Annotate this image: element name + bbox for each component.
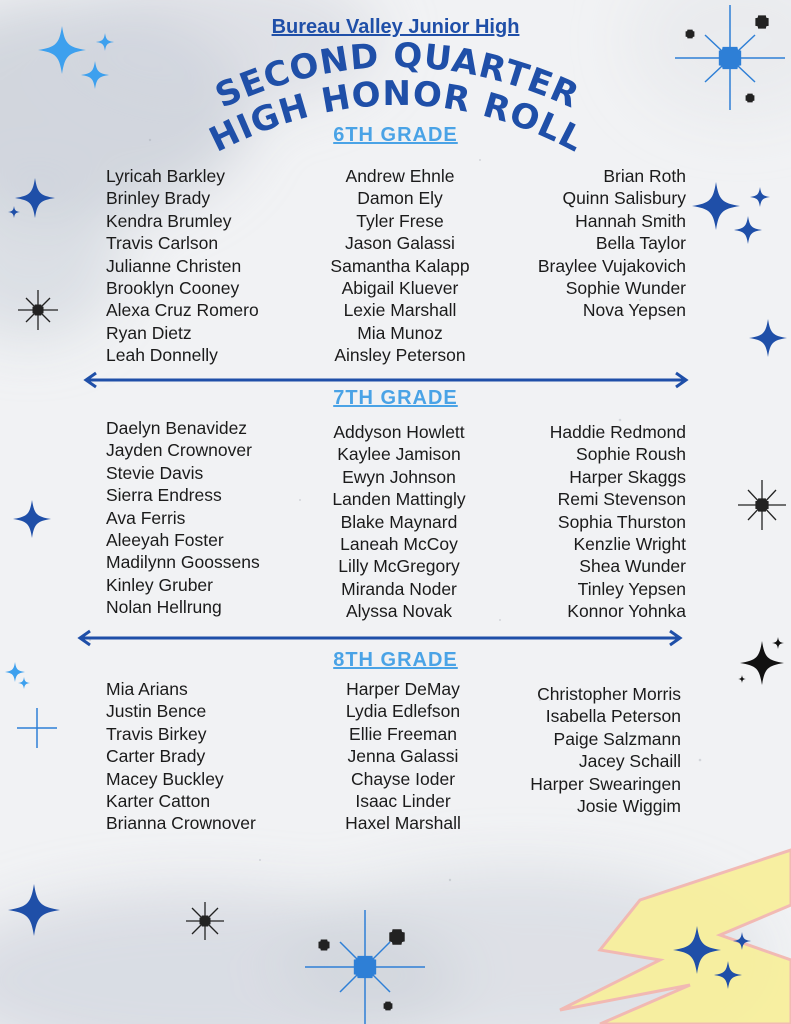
- student-name: Jacey Schaill: [578, 751, 681, 772]
- school-name: Bureau Valley Junior High: [271, 16, 520, 38]
- student-name: Sophie Wunder: [565, 278, 686, 299]
- student-name: Lydia Edlefson: [345, 701, 461, 722]
- grade-8-column-2: [303, 678, 503, 835]
- student-name: Lyricah Barkley: [106, 166, 225, 186]
- student-name: Madilynn Goossens: [106, 552, 260, 573]
- student-name: Shea Wunder: [579, 556, 686, 577]
- student-name: Kaylee Jamison: [337, 444, 461, 465]
- student-name: Landen Mattingly: [332, 489, 466, 510]
- student-name: Damon Ely: [357, 188, 443, 209]
- student-name: Blake Maynard: [340, 511, 458, 532]
- student-name: Jayden Crownover: [106, 440, 252, 461]
- student-name: Ellie Freeman: [349, 723, 457, 744]
- student-name: Brianna Crownover: [106, 813, 256, 834]
- student-name: Karter Catton: [106, 791, 211, 812]
- student-name: Alexa Cruz Romero: [106, 300, 259, 321]
- student-name: Harper Swearingen: [530, 773, 681, 794]
- student-name: Ewyn Johnson: [342, 466, 456, 487]
- student-name: Harper DeMay: [346, 679, 460, 699]
- student-name: Travis Birkey: [106, 723, 207, 744]
- grade-8-column-3: [481, 683, 681, 817]
- student-name: Julianne Christen: [106, 255, 242, 276]
- student-name: Ava Ferris: [106, 507, 186, 528]
- student-name: Carter Brady: [106, 746, 206, 767]
- student-name: Brinley Brady: [106, 188, 211, 209]
- student-name: Alyssa Novak: [345, 601, 452, 622]
- grade-7-heading: 7TH GRADE: [333, 387, 458, 409]
- title-line-1: SECOND QUARTER: [209, 35, 586, 117]
- student-name: Haddie Redmond: [549, 422, 686, 442]
- student-name: Lilly McGregory: [338, 556, 460, 577]
- student-name: Jenna Galassi: [347, 746, 459, 767]
- student-name: Sophie Roush: [576, 444, 686, 465]
- student-name: Tyler Frese: [356, 210, 444, 231]
- student-name: Lexie Marshall: [343, 300, 457, 321]
- student-name: Samantha Kalapp: [330, 255, 470, 276]
- student-name: Christopher Morris: [537, 684, 681, 704]
- student-name: Justin Bence: [106, 701, 207, 722]
- student-name: Braylee Vujakovich: [537, 255, 686, 276]
- student-name: Kinley Gruber: [106, 574, 213, 595]
- student-name: Chayse Ioder: [350, 768, 456, 789]
- grade-6-column-1: [106, 165, 259, 367]
- student-name: Josie Wiggim: [576, 796, 681, 817]
- student-name: Brian Roth: [603, 166, 686, 186]
- student-name: Kenzlie Wright: [573, 534, 686, 555]
- grade-6-column-3: [486, 165, 686, 322]
- student-name: Ainsley Peterson: [334, 345, 466, 366]
- student-name: Daelyn Benavidez: [106, 418, 248, 438]
- student-name: Brooklyn Cooney: [106, 278, 240, 299]
- grade-6-heading: 6TH GRADE: [333, 124, 458, 146]
- student-name: Tinley Yepsen: [577, 578, 686, 599]
- student-name: Andrew Ehnle: [345, 166, 455, 186]
- grade-7-column-3: [486, 421, 686, 623]
- student-name: Nova Yepsen: [582, 300, 686, 321]
- student-name: Nolan Hellrung: [106, 597, 222, 618]
- student-name: Stevie Davis: [106, 462, 204, 483]
- grade-7-column-2: [299, 421, 499, 623]
- student-name: Isabella Peterson: [545, 706, 681, 727]
- grade-7-column-1: [106, 417, 260, 619]
- student-name: Mia Arians: [106, 679, 188, 699]
- student-name: Mia Munoz: [357, 322, 443, 343]
- student-name: Aleeyah Foster: [106, 530, 224, 551]
- student-name: Remi Stevenson: [557, 489, 686, 510]
- student-name: Leah Donnelly: [106, 345, 218, 366]
- student-name: Quinn Salisbury: [562, 188, 686, 209]
- student-name: Paige Salzmann: [553, 728, 681, 749]
- student-name: Harper Skaggs: [569, 466, 686, 487]
- student-name: Sierra Endress: [106, 485, 222, 506]
- student-name: Travis Carlson: [106, 233, 219, 254]
- student-name: Bella Taylor: [595, 233, 686, 254]
- grade-8-heading: 8TH GRADE: [333, 649, 458, 671]
- grade-8-column-1: [106, 678, 256, 835]
- student-name: Macey Buckley: [106, 768, 224, 789]
- student-name: Haxel Marshall: [345, 813, 461, 834]
- student-name: Hannah Smith: [575, 210, 686, 231]
- student-name: Isaac Linder: [355, 791, 451, 812]
- student-name: Kendra Brumley: [106, 210, 232, 231]
- student-name: Miranda Noder: [341, 578, 457, 599]
- student-name: Sophia Thurston: [557, 511, 686, 532]
- grade-6-column-2: [300, 165, 500, 367]
- student-name: Jason Galassi: [345, 233, 455, 254]
- student-name: Laneah McCoy: [340, 534, 458, 555]
- title-line-2: HIGH HONOR ROLL: [203, 73, 591, 161]
- student-name: Abigail Kluever: [341, 278, 459, 299]
- student-name: Konnor Yohnka: [567, 601, 686, 622]
- student-name: Addyson Howlett: [333, 422, 465, 442]
- student-name: Ryan Dietz: [106, 322, 192, 343]
- section-divider-arrow: [76, 628, 684, 648]
